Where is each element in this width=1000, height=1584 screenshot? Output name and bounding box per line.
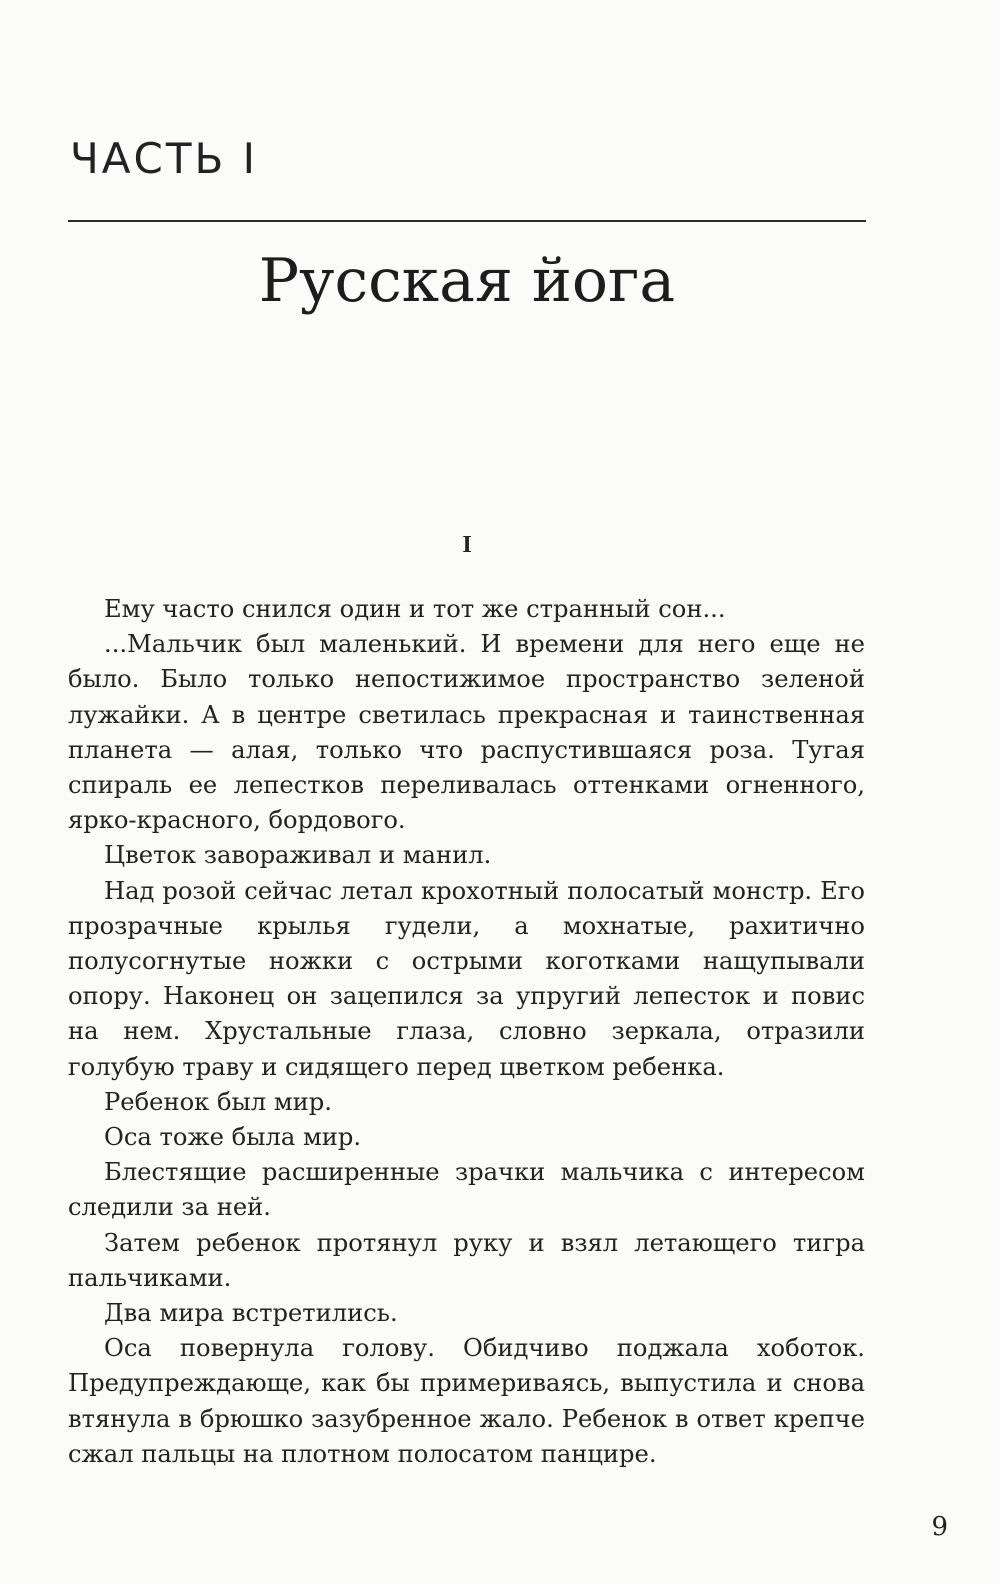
paragraph: ...Мальчик был маленький. И времени для него еще не было. Было только непостижимое пространство зеленой лужайки. А в центре светилась прекрасная и таинственная планета — алая, только что распустившаяся роза. Тугая спираль ее лепестков переливалась оттенками огненного, ярко-красного, бордового. <box>68 630 865 835</box>
paragraph: Ему часто снился один и тот же странный сон... <box>104 595 726 623</box>
section-number: I <box>462 532 472 558</box>
title-divider <box>68 220 866 222</box>
part-title: Русская йога <box>258 246 676 316</box>
paragraph: Ребенок был мир. <box>104 1087 332 1116</box>
paragraph: Над розой сейчас летал крохотный полосатый монстр. Его прозрачные крылья гудели, а мохнатые, рахитично полусогнутые ножки с острыми коготками нащупывали опору. Наконец он зацепился за упругий лепесток и повис на нем. Хрустальные глаза, словно зеркала, отразили голубую траву и сидящего перед цветком ребенка. <box>68 876 865 1081</box>
body-text <box>68 592 865 1472</box>
paragraph: Затем ребенок протянул руку и взял летающего тигра пальчиками. <box>68 1228 865 1292</box>
paragraph: Блестящие расширенные зрачки мальчика с интересом следили за ней. <box>68 1158 865 1222</box>
page-number: 9 <box>931 1512 948 1542</box>
paragraph: Два мира встретились. <box>104 1299 398 1328</box>
paragraph: Оса тоже была мир. <box>104 1123 362 1152</box>
paragraph: Цветок завораживал и манил. <box>104 841 492 870</box>
paragraph: Оса повернула голову. Обидчиво поджала хоботок. Предупреждающе, как бы примериваясь, выпустила и снова втянула в брюшко зазубренное жало. Ребенок в ответ крепче сжал пальцы на плотном полосатом панцире. <box>68 1334 865 1468</box>
part-label: ЧАСТЬ I <box>70 134 259 183</box>
